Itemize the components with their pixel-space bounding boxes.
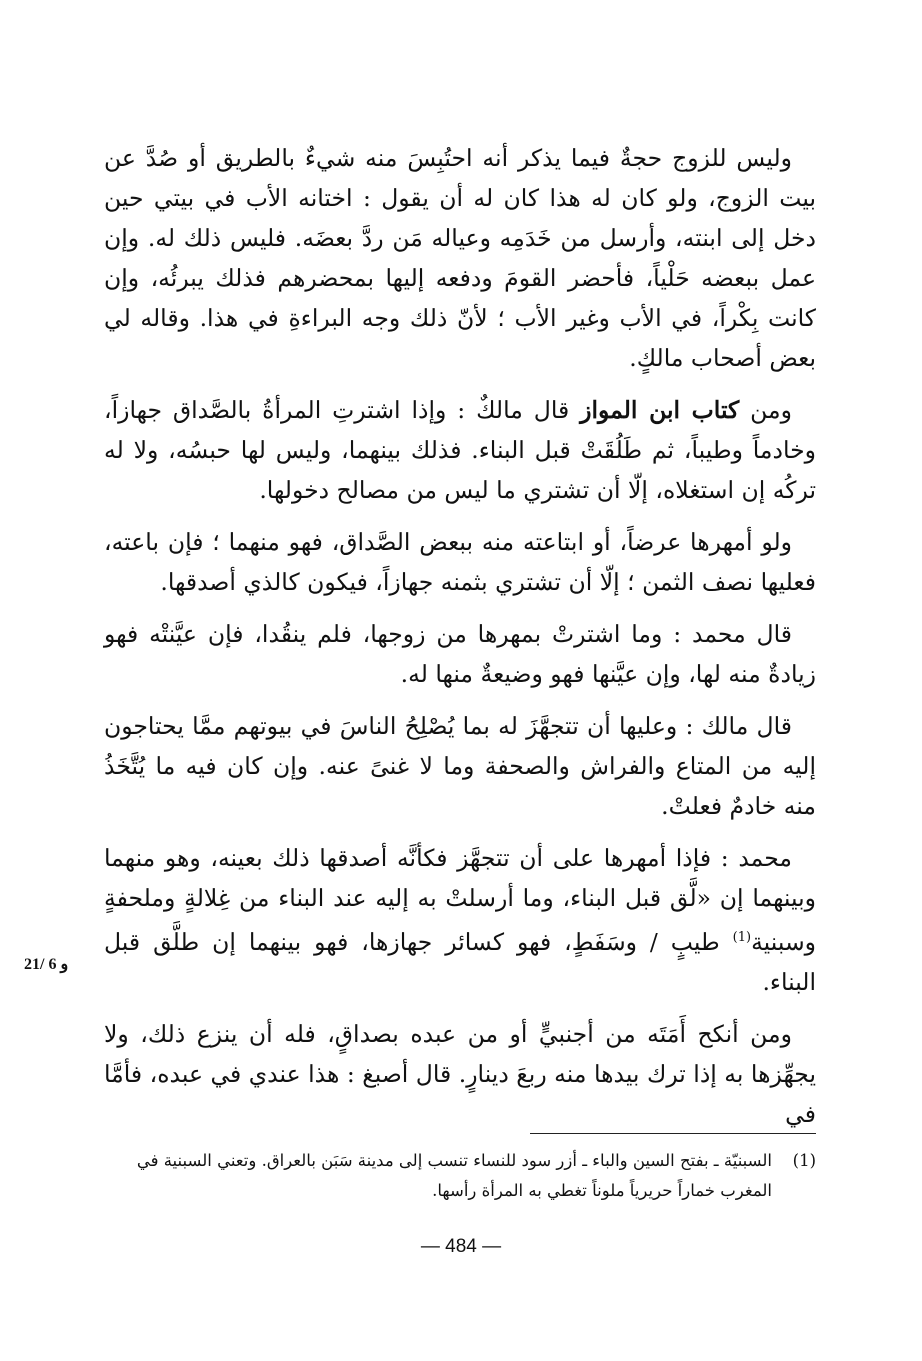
paragraph-7: ومن أنكح أَمَتَه من أجنبيٍّ أو من عبده بصداقٍ، فله أن ينزع ذلك، ولا يجهِّزها به إذا ترك بيدها منه ربعَ دينارٍ. قال أصبغ : هذا عندي في عبده، فأمَّا في [104, 1019, 816, 1128]
footnote [104, 1146, 816, 1206]
footnote-line-1: السبنيّة ـ بفتح السين والباء ـ أزر سود للنساء تنسب إلى مدينة سَبَن بالعراق. وتعني السبنية في [136, 1151, 772, 1170]
paragraph-3: ولو أمهرها عرضاً، أو ابتاعته منه ببعض الصَّداق، فهو منهما ؛ فإن باعته، فعليها نصف الثمن ؛ إلّا أن تشتري بثمنه جهازاً، فيكون كالذي أصدقها. [104, 528, 816, 596]
paragraph-5: قال مالك : وعليها أن تتجهَّزَ له بما يُصْلِحُ الناسَ في بيوتهم ممَّا يحتاجون إليه من المتاع والفراش والصحفة وما لا غنىً عنه. وإن كان فيه ما يُتَّخَذُ منه خادمٌ فعلتْ. [104, 712, 816, 820]
footnote-marker: (1) [732, 930, 752, 945]
paragraph-4: قال محمد : وما اشترتْ بمهرها من زوجها، فلم ينقُدا، فإن عيَّنتْه فهو زيادةٌ منه لها، وإن عيَّنها فهو وضيعةٌ منها له. [104, 620, 816, 688]
paragraph-6 [104, 838, 816, 1002]
book-title: كتاب ابن المواز [580, 396, 740, 424]
footnote-number: (1) [792, 1151, 816, 1170]
paragraph-6-tail: طيبٍ / وسَفَطٍ، فهو كسائر جهازها، فهو بينهما إن طلَّق قبل البناء. [104, 927, 816, 996]
manuscript-folio-note: 21/ 6 و [24, 956, 69, 973]
paragraph-6-body: محمد : فإذا أمهرها على أن تتجهَّز فكأنَّه أصدقها ذلك بعينه، وهو منهما وبينهما إن «لَّق قبل البناء، وما أرسلتْ به إليه عند البناء من غِلالةٍ وملحفةٍ وسبنية [104, 844, 816, 956]
paragraph-2-body: قال مالكٌ : وإذا اشترتِ المرأةُ بالصَّداق جهازاً، وخادماً وطيباً، ثم طَلُقَتْ قبل البناء. فذلك بينهما، وليس لها حبسُه، ولا له تركُه إن استغلاه، إلّا أن تشتري ما ليس من مصالح دخولها. [104, 396, 816, 504]
main-text [104, 138, 816, 1146]
paragraph-2-prefix: ومن [750, 396, 792, 424]
page-number: — 484 — [420, 1236, 502, 1257]
paragraph-2 [104, 390, 816, 510]
paragraph-1: وليس للزوج حجةٌ فيما يذكر أنه احتُبِسَ منه شيءٌ بالطريق أو صُدَّ عن بيت الزوج، ولو كان له هذا كان له أن يقول : اختانه الأب في بيتي حين دخل إلى ابنته، وأرسل من خَدَمِه وعياله مَن ردَّ بعضَه. فليس ذلك له. وإن عمل ببعضه حَلْياً، فأحضر القومَ ودفعه إليها بمحضرهم فذلك يبرئُه، وإن كانت بِكْراً، في الأب وغير الأب ؛ لأنّ ذلك وجه البراءةِ في هذا. وقاله لي بعض أصحاب مالكٍ. [104, 144, 816, 372]
footnote-line-2: المغرب خماراً حريرياً ملوناً تغطي به المرأة رأسها. [432, 1181, 772, 1200]
footnote-divider [530, 1133, 816, 1134]
